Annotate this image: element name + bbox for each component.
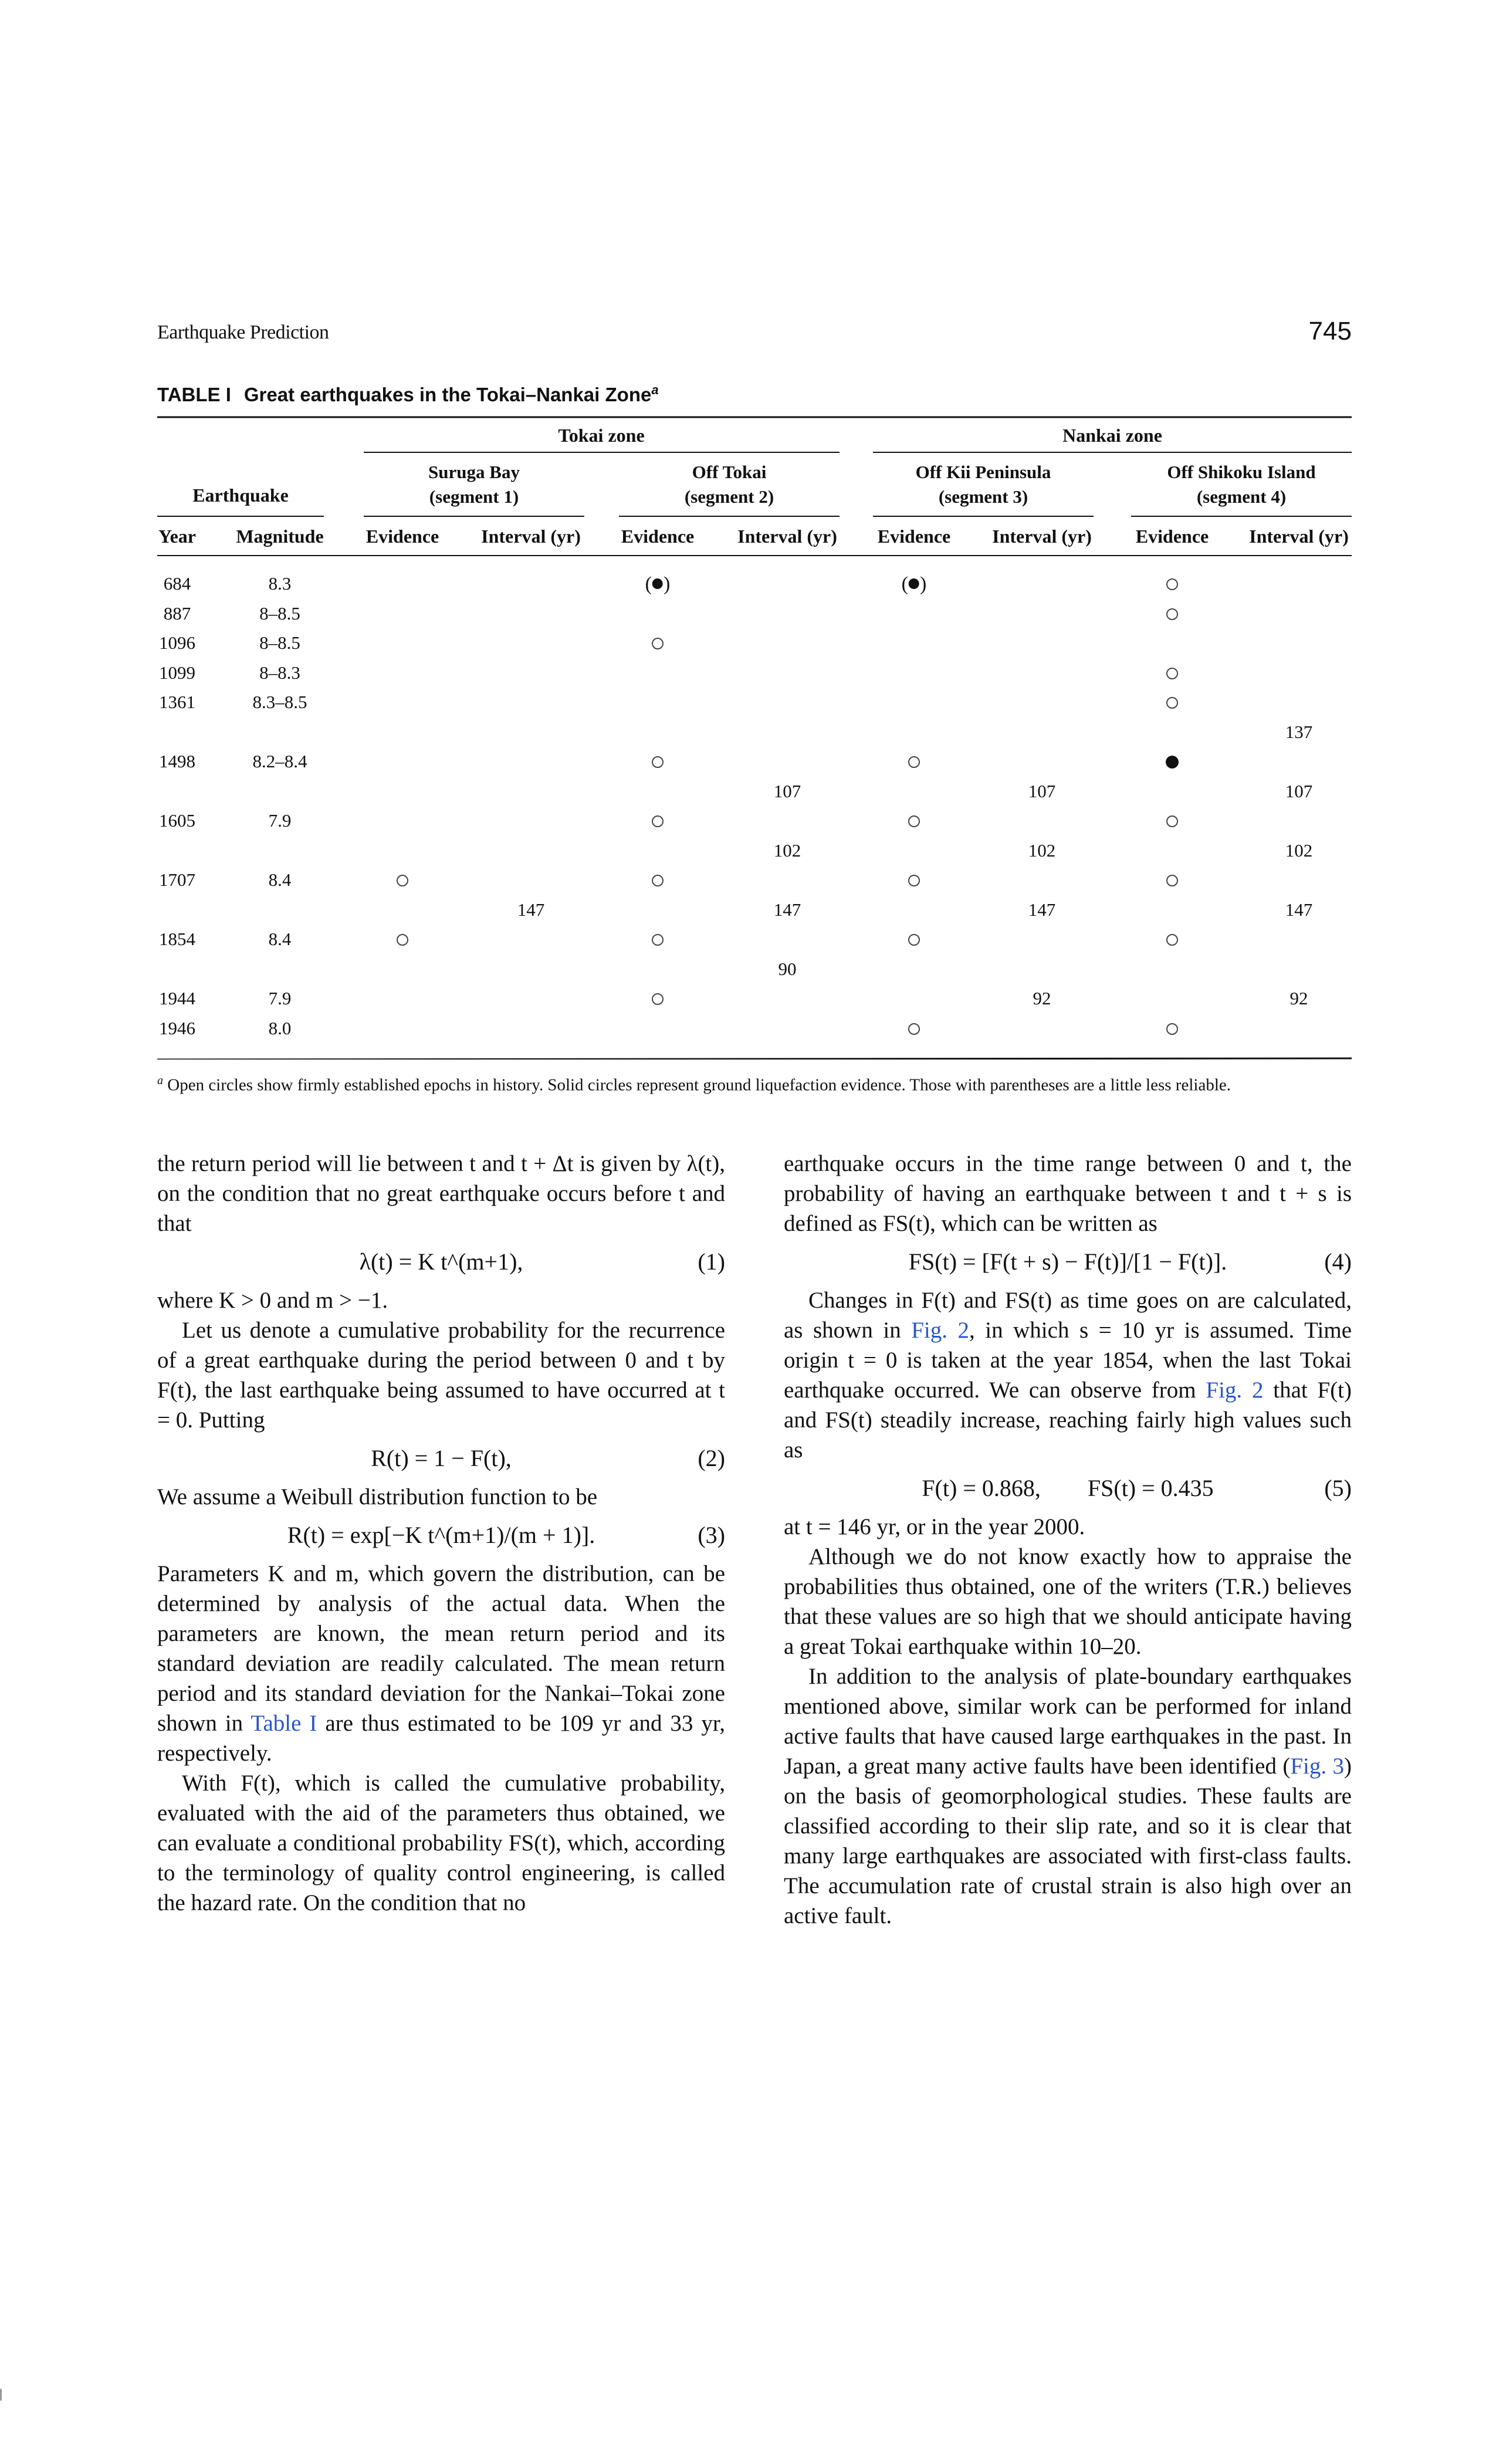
col-header-evidence-2: Evidence	[621, 526, 695, 547]
open-circle-icon	[908, 756, 920, 768]
interval-cell: 137	[1285, 721, 1313, 742]
open-circle-icon	[1166, 934, 1178, 946]
magnitude-cell: 7.9	[268, 810, 292, 831]
paragraph: Let us denote a cumulative probability for the recurrence of a great earthquake during the period between 0 and t by F(t), the last earthquake being assumed to have occurred at t = 0. Putting	[157, 1318, 725, 1433]
magnitude-cell: 8.0	[268, 1017, 292, 1038]
equation-expression: R(t) = exp[−K t^(m+1)/(m + 1)].	[287, 1522, 595, 1548]
paragraph: Changes in F(t) and FS(t) as time goes on are calculated, as shown in Fig. 2, in which s = 10 yr is assumed. Time origin t = 0 is taken at the year 1854, when the last Tokai earthquake occurred. We can observe from Fig. 2 that F(t) and FS(t) steadily increase, reaching fairly high values such as	[784, 1288, 1352, 1463]
year-cell: 1854	[159, 929, 195, 949]
segment4-header: Off Shikoku Island (segment 4)	[1167, 462, 1316, 507]
paragraph: where K > 0 and m > −1.	[157, 1288, 388, 1313]
segment2-header: Off Tokai (segment 2)	[684, 462, 774, 507]
col-header-evidence-1: Evidence	[365, 526, 439, 547]
open-circle-icon	[1166, 608, 1178, 620]
equation-number: (3)	[698, 1522, 725, 1548]
open-circle-icon	[1166, 875, 1178, 886]
open-circle-icon	[652, 934, 664, 946]
magnitude-cell: 8.2–8.4	[252, 751, 307, 771]
magnitude-cell: 8–8.3	[259, 662, 300, 683]
magnitude-cell: 8.4	[268, 869, 292, 890]
equation-1	[157, 1238, 725, 1285]
open-circle-icon	[908, 1023, 920, 1035]
paragraph: at t = 146 yr, or in the year 2000.	[784, 1514, 1085, 1539]
interval-cell: 147	[1028, 899, 1056, 920]
year-cell: 684	[163, 573, 191, 594]
equation-expression: R(t) = 1 − F(t),	[371, 1445, 512, 1471]
year-cell: 1605	[159, 810, 195, 831]
table-label: TABLE I	[157, 384, 231, 405]
parenthesized-solid-circle-icon: ( )	[645, 573, 671, 595]
equation-expression: F(t) = 0.868, FS(t) = 0.435	[922, 1475, 1214, 1501]
col-header-evidence-3: Evidence	[877, 526, 951, 547]
interval-cell: 90	[778, 958, 797, 979]
table-title: Great earthquakes in the Tokai–Nankai Zone	[243, 384, 652, 405]
fig-2-link[interactable]: Fig. 2	[1206, 1377, 1264, 1403]
col-header-interval-2: Interval (yr)	[737, 526, 837, 547]
footnote-text: Open circles show firmly established epochs in history. Solid circles represent ground liquefaction evidence. Those with parentheses are a little less reliable.	[167, 1075, 1231, 1095]
year-cell: 1944	[159, 988, 195, 1008]
interval-cell: 102	[1285, 840, 1313, 861]
col-header-interval-1: Interval (yr)	[481, 526, 581, 547]
col-header-year: Year	[158, 526, 196, 547]
open-circle-icon	[397, 875, 408, 886]
equation-4	[784, 1238, 1352, 1285]
year-cell: 1361	[159, 692, 195, 712]
year-cell: 1099	[159, 662, 195, 683]
interval-cell: 102	[773, 840, 801, 861]
open-circle-icon	[1166, 697, 1178, 709]
open-circle-icon	[908, 875, 920, 886]
magnitude-cell: 8.4	[268, 929, 292, 949]
magnitude-cell: 8.3	[268, 573, 292, 594]
open-circle-icon	[1166, 815, 1178, 827]
earthquake-table	[157, 414, 1352, 1060]
fig-2-link[interactable]: Fig. 2	[911, 1318, 970, 1343]
open-circle-icon	[652, 815, 664, 827]
equation-number: (1)	[698, 1248, 725, 1275]
magnitude-cell: 8–8.5	[259, 603, 300, 624]
earthquake-header: Earthquake	[192, 485, 289, 506]
magnitude-cell: 8–8.5	[259, 632, 300, 653]
year-cell: 1946	[159, 1017, 195, 1038]
table-title-note: a	[651, 383, 659, 397]
magnitude-cell: 7.9	[268, 988, 292, 1008]
right-column	[784, 1149, 1352, 1931]
open-circle-icon	[652, 875, 664, 886]
table-i-link[interactable]: Table I	[251, 1711, 317, 1736]
tokai-zone-header: Tokai zone	[558, 425, 645, 446]
table-rules	[157, 414, 1352, 1060]
page-number: 745	[1308, 317, 1352, 346]
equation-number: (2)	[698, 1445, 725, 1471]
interval-cell: 107	[1285, 780, 1313, 801]
equation-2	[157, 1435, 725, 1482]
segment1-header: Suruga Bay (segment 1)	[428, 462, 520, 507]
open-circle-icon	[908, 934, 920, 946]
magnitude-cell: 8.3–8.5	[252, 692, 307, 712]
open-circle-icon	[397, 934, 408, 946]
equation-3	[157, 1512, 725, 1559]
table-footnote	[157, 1069, 1352, 1097]
segment3-header: Off Kii Peninsula (segment 3)	[915, 462, 1051, 507]
nankai-zone-header: Nankai zone	[1062, 425, 1162, 446]
interval-cell: 147	[517, 899, 545, 920]
col-header-interval-4: Interval (yr)	[1249, 526, 1349, 547]
col-header-interval-3: Interval (yr)	[992, 526, 1092, 547]
paragraph: Although we do not know exactly how to appraise the probabilities thus obtained, one of the writers (T.R.) believes that these values are so high that we should anticipate having a great Tokai earthquake within 10–20.	[784, 1544, 1352, 1659]
paragraph: Parameters K and m, which govern the distribution, can be determined by analysis of the actual data. When the parameters are known, the mean return period and its standard deviation are readily calculated. The mean return period and its standard deviation for the Nankai–Tokai zone shown in Table I are thus estimated to be 109 yr and 33 yr, respectively.	[157, 1561, 726, 1766]
equation-expression: FS(t) = [F(t + s) − F(t)]/[1 − F(t)].	[908, 1248, 1227, 1275]
equation-number: (4)	[1324, 1248, 1352, 1275]
interval-cell: 147	[1285, 899, 1313, 920]
solid-circle-icon	[1166, 756, 1179, 769]
paragraph: the return period will lie between t and t + Δt is given by λ(t), on the condition that no great earthquake occurs before t and that	[157, 1151, 725, 1236]
open-circle-icon	[908, 815, 920, 827]
footnote-mark: a	[157, 1074, 163, 1087]
open-circle-icon	[1166, 1023, 1178, 1035]
paragraph: We assume a Weibull distribution function to be	[157, 1484, 598, 1509]
year-cell: 1707	[159, 869, 195, 890]
margin-mark	[0, 2389, 2, 2401]
open-circle-icon	[652, 993, 664, 1005]
interval-cell: 92	[1033, 988, 1051, 1008]
col-header-evidence-4: Evidence	[1135, 526, 1209, 547]
paragraph: In addition to the analysis of plate-boundary earthquakes mentioned above, similar work can be performed for inland active faults that have caused large earthquakes in the past. In Japan, a great many active faults have been identified (Fig. 3) on the basis of geomorphological studies. These faults are classified according to their slip rate, and so it is clear that many large earthquakes are associated with first-class faults. The accumulation rate of crustal strain is also high over an active fault.	[784, 1664, 1352, 1928]
interval-cell: 147	[773, 899, 801, 920]
year-cell: 1498	[159, 751, 195, 771]
equation-expression: λ(t) = K t^(m+1),	[359, 1248, 523, 1275]
equation-5	[784, 1465, 1352, 1512]
interval-cell: 107	[1028, 780, 1056, 801]
open-circle-icon	[652, 756, 664, 768]
running-head: Earthquake Prediction	[157, 321, 329, 343]
parenthesized-solid-circle-icon: ( )	[901, 573, 927, 595]
equation-number: (5)	[1324, 1475, 1352, 1501]
open-circle-icon	[1166, 578, 1178, 590]
fig-3-link[interactable]: Fig. 3	[1290, 1754, 1345, 1779]
table-bottom-rule	[157, 1058, 1352, 1060]
interval-cell: 92	[1289, 988, 1308, 1008]
open-circle-icon	[1166, 668, 1178, 679]
open-circle-icon	[652, 638, 664, 649]
left-column	[157, 1149, 725, 1918]
year-cell: 1096	[159, 632, 195, 653]
interval-cell: 102	[1028, 840, 1056, 861]
table-caption	[157, 383, 659, 406]
paragraph: With F(t), which is called the cumulative probability, evaluated with the aid of the parameters thus obtained, we can evaluate a conditional probability FS(t), which, according to the terminology of quality control engineering, is called the hazard rate. On the condition that no	[157, 1771, 725, 1915]
paragraph: earthquake occurs in the time range between 0 and t, the probability of having an earthquake between t and t + s is defined as FS(t), which can be written as	[784, 1151, 1352, 1236]
col-header-magnitude: Magnitude	[236, 526, 324, 547]
interval-cell: 107	[773, 780, 801, 801]
year-cell: 887	[163, 603, 191, 624]
